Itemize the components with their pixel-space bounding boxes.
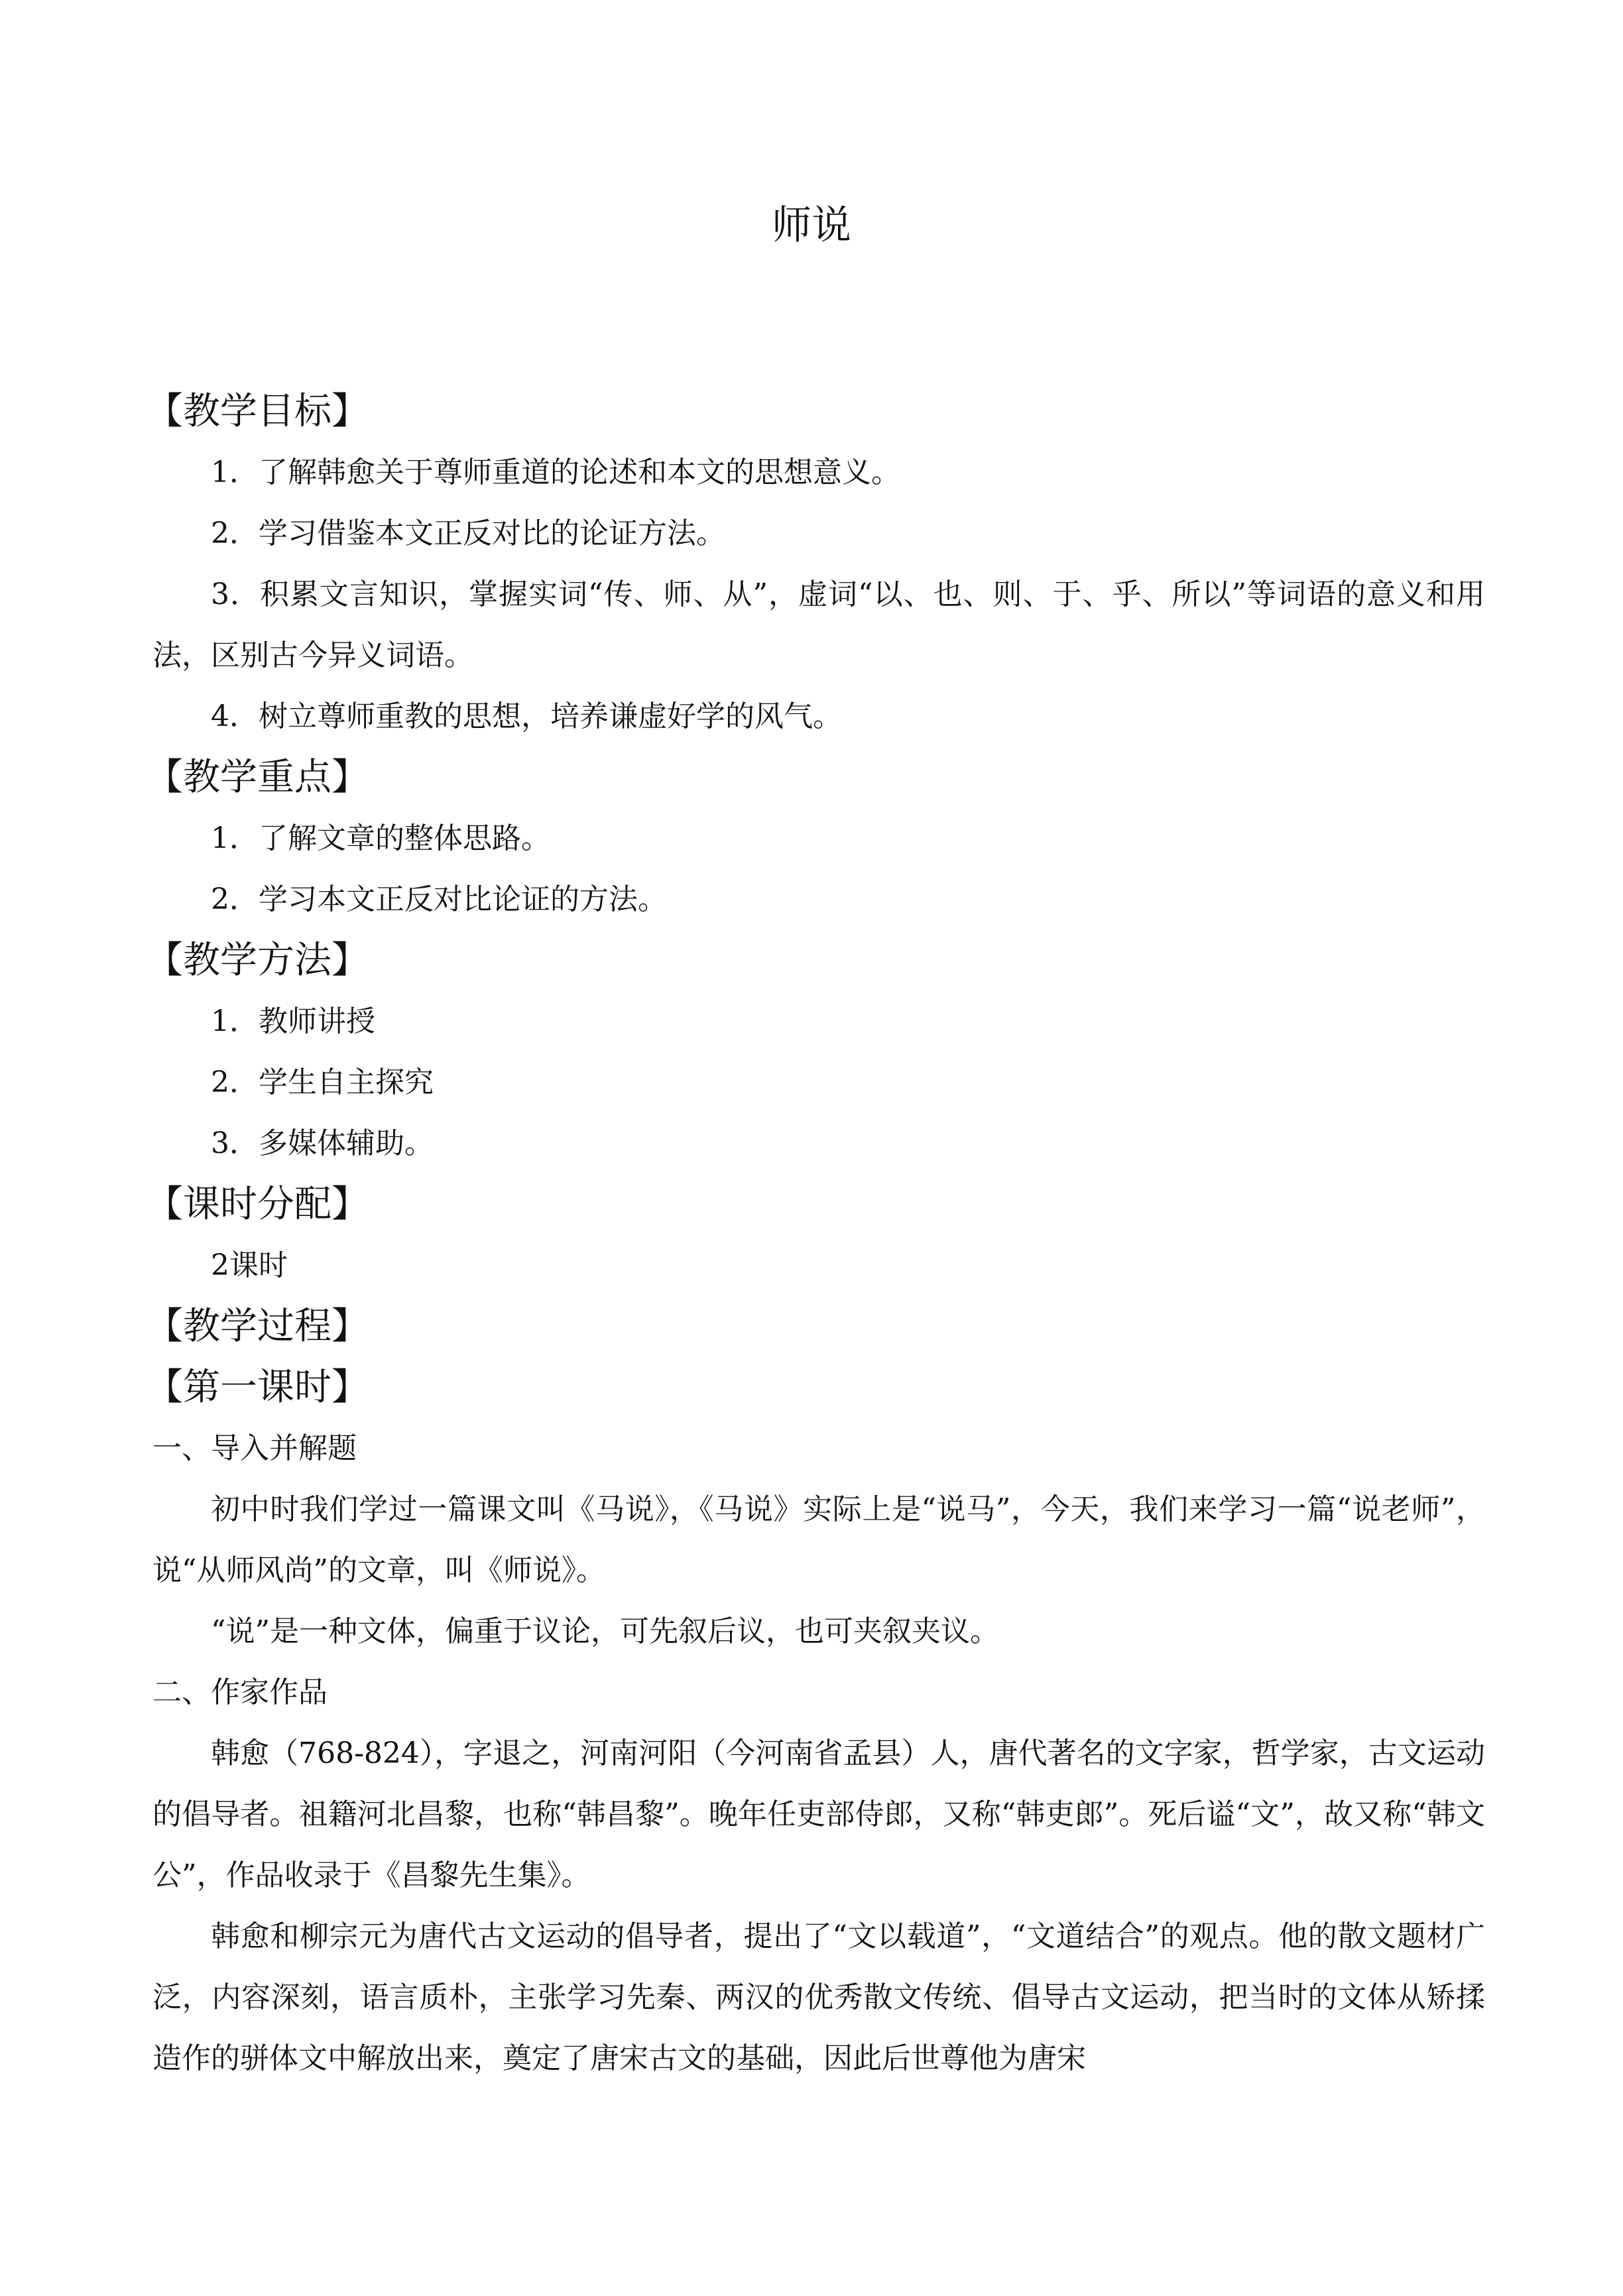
objective-item: 1．了解韩愈关于尊师重道的论述和本文的思想意义。 xyxy=(211,455,900,489)
schedule-text: 2课时 xyxy=(211,1248,288,1282)
key-point-item: 2．学习本文正反对比论证的方法。 xyxy=(211,882,667,916)
section-heading-key-points: 【教学重点】 xyxy=(146,756,369,799)
paragraph: 初中时我们学过一篇课文叫《马说》，《马说》实际上是“说马”，今天，我们来学习一篇“说老师”，说“从师风尚”的文章，叫《师说》。 xyxy=(152,1492,1485,1587)
method-item: 2．学生自主探究 xyxy=(211,1065,434,1099)
objective-item: 4．树立尊师重教的思想，培养谦虚好学的风气。 xyxy=(211,699,842,733)
key-point-item: 1．了解文章的整体思路。 xyxy=(211,821,550,855)
paragraph: 韩愈（768-824），字退之，河南河阳（今河南省孟县）人，唐代著名的文字家，哲学家，古文运动的倡导者。祖籍河北昌黎，也称“韩昌黎”。晚年任吏部侍郎，又称“韩吏郎”。死后谥“文”，故又称“韩文公”，作品收录于《昌黎先生集》。 xyxy=(152,1736,1485,1892)
section-heading-process: 【教学过程】 xyxy=(146,1305,369,1348)
section-heading-schedule: 【课时分配】 xyxy=(146,1183,369,1226)
section-heading-lesson-one: 【第一课时】 xyxy=(146,1366,369,1409)
paragraph: 韩愈和柳宗元为唐代古文运动的倡导者，提出了“文以载道”，“文道结合”的观点。他的散文题材广泛，内容深刻，语言质朴，主张学习先秦、两汉的优秀散文传统、倡导古文运动，把当时的文体从矫揉造作的骈体文中解放出来，奠定了唐宋古文的基础，因此后世尊他为唐宋 xyxy=(152,1919,1485,2075)
paragraph: “说”是一种文体，偏重于议论，可先叙后议，也可夹叙夹议。 xyxy=(211,1614,999,1648)
section-heading-objectives: 【教学目标】 xyxy=(146,390,369,433)
method-item: 1．教师讲授 xyxy=(211,1004,375,1038)
objective-item: 3．积累文言知识，掌握实词“传、师、从”，虚词“以、也、则、于、乎、所以”等词语的意义和用法，区别古今异义词语。 xyxy=(152,577,1485,672)
objective-item: 2．学习借鉴本文正反对比的论证方法。 xyxy=(211,516,725,550)
section-heading-methods: 【教学方法】 xyxy=(146,939,369,982)
document-body xyxy=(146,381,1485,2089)
subsection-heading-intro: 一、导入并解题 xyxy=(152,1431,357,1465)
method-item: 3．多媒体辅助。 xyxy=(211,1126,434,1160)
page-title: 师说 xyxy=(772,202,851,249)
subsection-heading-author: 二、作家作品 xyxy=(152,1675,328,1709)
